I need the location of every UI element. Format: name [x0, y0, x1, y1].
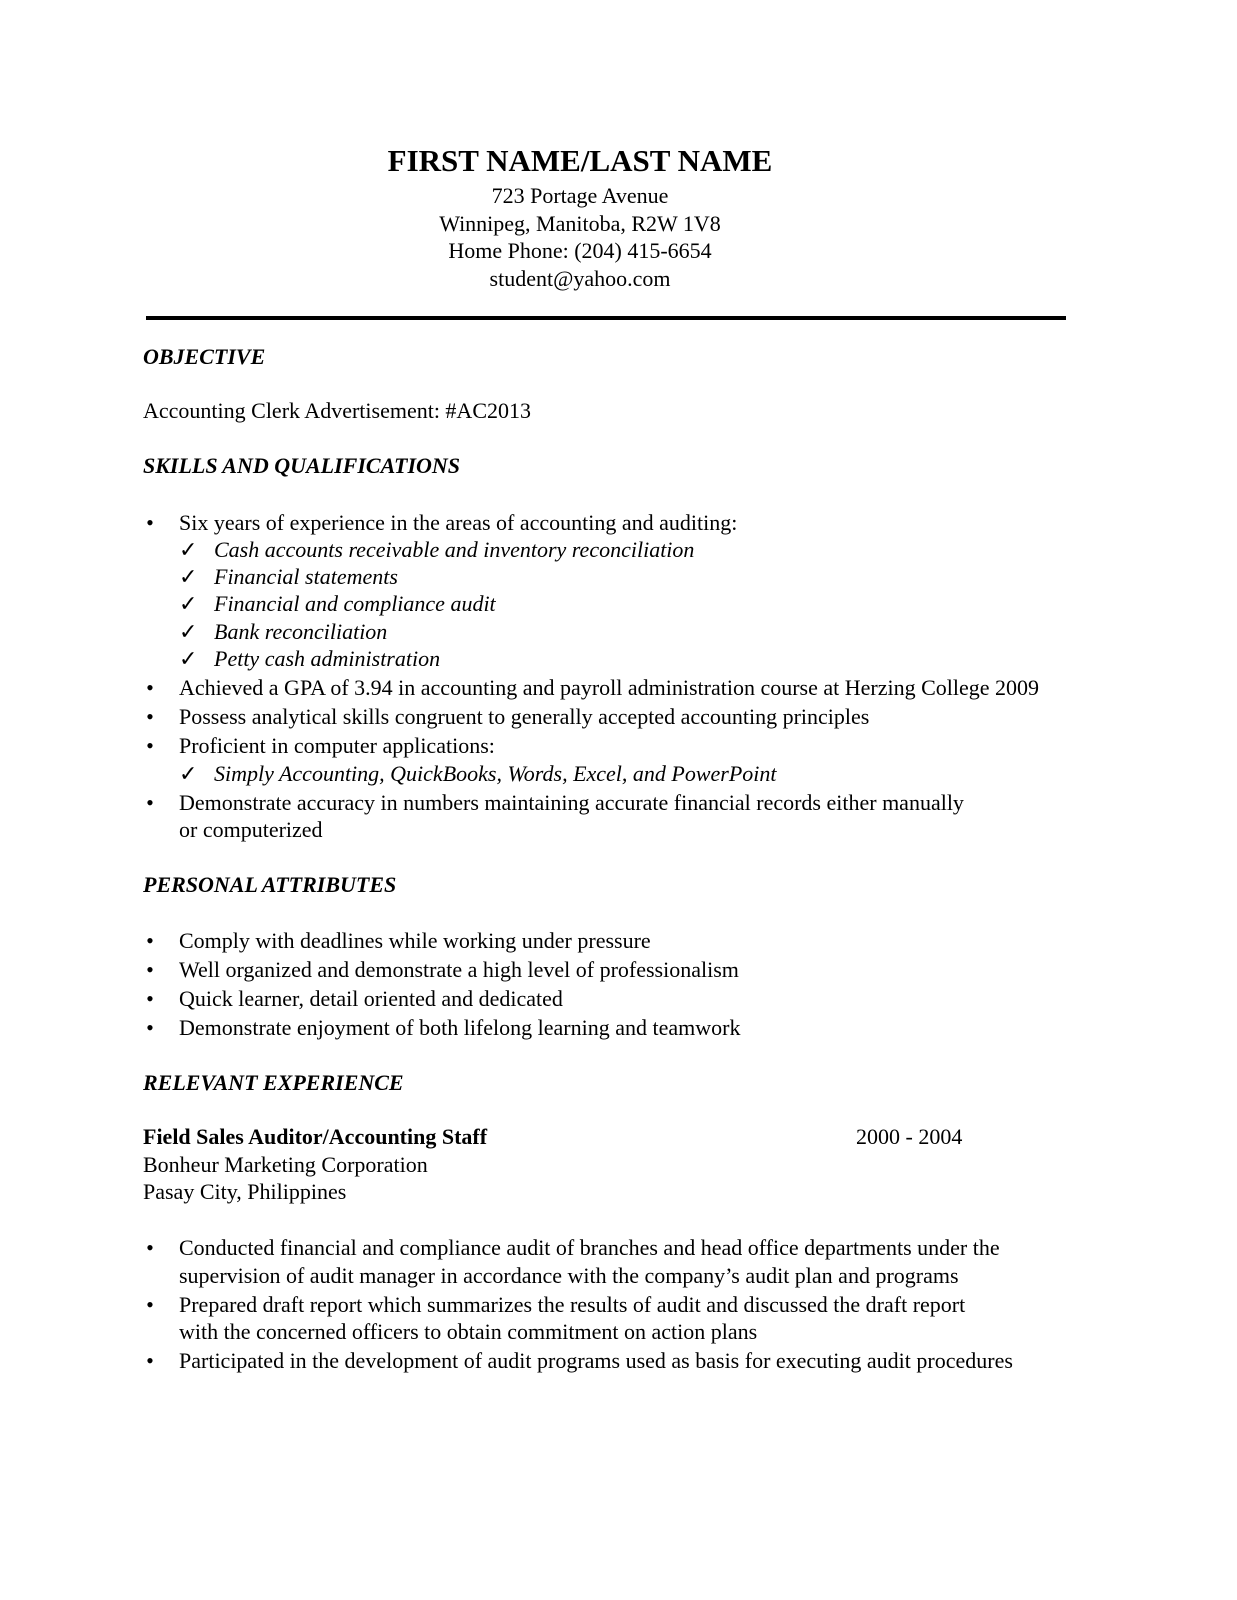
bullet-icon: •	[146, 733, 154, 758]
home-phone: Home Phone: (204) 415-6654	[448, 238, 712, 263]
job-dates: 2000 - 2004	[856, 1124, 963, 1149]
checkmark-icon: ✓	[179, 564, 198, 589]
bullet-text: Achieved a GPA of 3.94 in accounting and payroll administration course at Herzing College 2009	[179, 675, 1040, 700]
address-line-2: Winnipeg, Manitoba, R2W 1V8	[439, 210, 721, 236]
bullet-text: Possess analytical skills congruent to generally accepted accounting principles	[179, 704, 870, 729]
checkmark-icon: ✓	[179, 646, 198, 671]
checkmark-icon: ✓	[179, 537, 198, 562]
bullet-icon: •	[146, 704, 154, 729]
bullet-text: Proficient in computer applications:	[179, 733, 495, 758]
applicant-name: FIRST NAME/LAST NAME	[387, 143, 773, 178]
bullet-icon: •	[146, 957, 154, 982]
bullet-icon: •	[146, 1292, 154, 1317]
bullet-icon: •	[146, 1235, 154, 1260]
bullet-icon: •	[146, 790, 154, 815]
bullet-text: supervision of audit manager in accordance with the company’s audit plan and programs	[179, 1263, 959, 1288]
resume-header	[0, 140, 1160, 292]
checkmark-icon: ✓	[179, 591, 198, 616]
bullet-icon: •	[146, 510, 154, 535]
objective-text: Accounting Clerk Advertisement: #AC2013	[143, 398, 531, 423]
address-line-1: 723 Portage Avenue	[491, 183, 669, 208]
bullet-text: or computerized	[179, 817, 323, 842]
checkmark-icon: ✓	[179, 619, 198, 644]
skills-heading: SKILLS AND QUALIFICATIONS	[143, 453, 461, 478]
bullet-text: Prepared draft report which summarizes the results of audit and discussed the draft report	[179, 1292, 966, 1317]
checkmark-icon: ✓	[179, 761, 198, 786]
bullet-icon: •	[146, 675, 154, 700]
experience-heading: RELEVANT EXPERIENCE	[143, 1070, 404, 1095]
objective-heading: OBJECTIVE	[143, 344, 266, 369]
bullet-text: Participated in the development of audit programs used as basis for executing audit procedures	[179, 1348, 1013, 1373]
header-divider	[146, 316, 1066, 320]
bullet-icon: •	[146, 1015, 154, 1040]
bullet-text: Demonstrate accuracy in numbers maintaining accurate financial records either manually	[179, 790, 964, 815]
company-location: Pasay City, Philippines	[143, 1179, 347, 1204]
bullet-icon: •	[146, 928, 154, 953]
attributes-heading: PERSONAL ATTRIBUTES	[143, 872, 397, 897]
email-address: student@yahoo.com	[489, 265, 671, 291]
bullet-text: Six years of experience in the areas of accounting and auditing:	[179, 510, 738, 535]
company-name: Bonheur Marketing Corporation	[143, 1152, 428, 1177]
bullet-text: Conducted financial and compliance audit of branches and head office departments under the	[179, 1235, 1000, 1260]
bullet-icon: •	[146, 1348, 154, 1373]
job-title: Field Sales Auditor/Accounting Staff	[143, 1124, 488, 1149]
bullet-icon: •	[146, 986, 154, 1011]
bullet-text: with the concerned officers to obtain commitment on action plans	[179, 1319, 758, 1344]
